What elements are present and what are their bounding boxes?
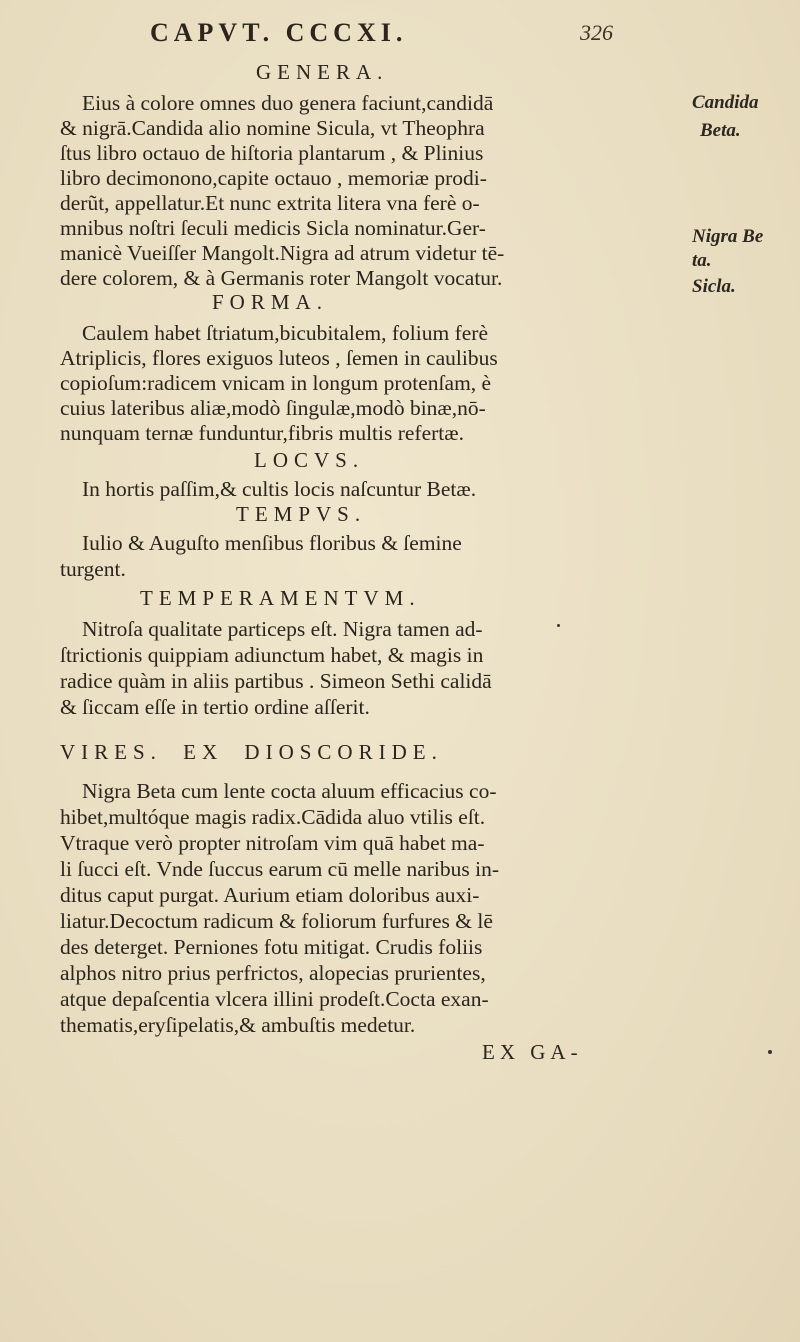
text-line: des deterget. Perniones fotu mitigat. Crudis foliis xyxy=(60,935,483,959)
text-line: cuius lateribus aliæ,modò ſingulæ,modò binæ,nō- xyxy=(60,396,486,420)
text-line: ſtrictionis quippiam adiunctum habet, & magis in xyxy=(60,643,484,667)
margin-note: Sicla. xyxy=(692,276,736,297)
text-line: copioſum:radicem vnicam in longum protenſam, è xyxy=(60,371,492,395)
text-line: Eius à colore omnes duo genera faciunt,candidā xyxy=(82,91,494,115)
section-heading-tempvs: TEMPVS. xyxy=(236,502,367,526)
margin-note: Beta. xyxy=(700,120,741,141)
section-heading-genera: GENERA. xyxy=(256,60,389,84)
text-line: nunquam ternæ funduntur,fibris multis refertæ. xyxy=(60,421,464,445)
catchword: EX GA- xyxy=(482,1040,583,1064)
ink-speck xyxy=(557,624,560,627)
section-heading-temperamentvm: TEMPERAMENTVM. xyxy=(140,586,421,610)
text-line: derũt, appellatur.Et nunc extrita litera vna ferè o- xyxy=(60,191,480,215)
text-line: Atriplicis, flores exiguos luteos , ſemen in caulibus xyxy=(60,346,498,370)
text-line: alphos nitro prius perfrictos, alopecias prurientes, xyxy=(60,961,486,985)
text-line: & nigrā.Candida alio nomine Sicula, vt Theophra xyxy=(60,116,485,140)
text-line: libro decimonono,capite octauo , memoriæ prodi- xyxy=(60,166,487,190)
text-line: Caulem habet ſtriatum,bicubitalem, folium ferè xyxy=(82,321,488,345)
running-head: CAPVT. CCCXI. xyxy=(150,18,408,47)
section-heading-locvs: LOCVS. xyxy=(254,448,365,472)
margin-note: ta. xyxy=(692,250,712,271)
text-line: mnibus noſtri ſeculi medicis Sicla nominatur.Ger- xyxy=(60,216,486,240)
section-heading-vires: VIRES. EX DIOSCORIDE. xyxy=(60,740,443,764)
text-line: Nitroſa qualitate particeps eſt. Nigra tamen ad- xyxy=(82,617,483,641)
margin-note: Candida xyxy=(692,92,759,113)
page-header xyxy=(150,18,670,48)
text-line: li ſucci eſt. Vnde ſuccus earum cū melle naribus in- xyxy=(60,857,500,881)
margin-note: Nigra Be xyxy=(692,226,764,247)
text-line: Iulio & Auguſto menſibus floribus & ſemine xyxy=(82,531,462,555)
text-line: ditus caput purgat. Aurium etiam doloribus auxi- xyxy=(60,883,480,907)
text-line: atque depaſcentia vlcera illini prodeſt.Cocta exan- xyxy=(60,987,489,1011)
text-line: dere colorem, & à Germanis roter Mangolt vocatur. xyxy=(60,266,503,290)
text-line: thematis,eryſipelatis,& ambuſtis medetur. xyxy=(60,1013,416,1037)
ink-speck xyxy=(768,1050,772,1054)
page-number: 326 xyxy=(580,20,613,45)
text-line: Vtraque verò propter nitroſam vim quā habet ma- xyxy=(60,831,485,855)
section-heading-forma: FORMA. xyxy=(212,290,328,314)
text-line: liatur.Decoctum radicum & foliorum furfures & lē xyxy=(60,909,493,933)
text-line: & ſiccam eſſe in tertio ordine aſſerit. xyxy=(60,695,370,719)
text-line: In hortis paſſim,& cultis locis naſcuntur Betæ. xyxy=(82,477,477,501)
text-line: radice quàm in aliis partibus . Simeon Sethi calidā xyxy=(60,669,492,693)
text-line: ſtus libro octauo de hiſtoria plantarum , & Plinius xyxy=(60,141,484,165)
text-line: turgent. xyxy=(60,557,126,581)
text-line: hibet,multóque magis radix.Cādida aluo vtilis eſt. xyxy=(60,805,486,829)
text-line: manicè Vueiſſer Mangolt.Nigra ad atrum videtur tē- xyxy=(60,241,505,265)
text-line: Nigra Beta cum lente cocta aluum efficacius co- xyxy=(82,779,497,803)
